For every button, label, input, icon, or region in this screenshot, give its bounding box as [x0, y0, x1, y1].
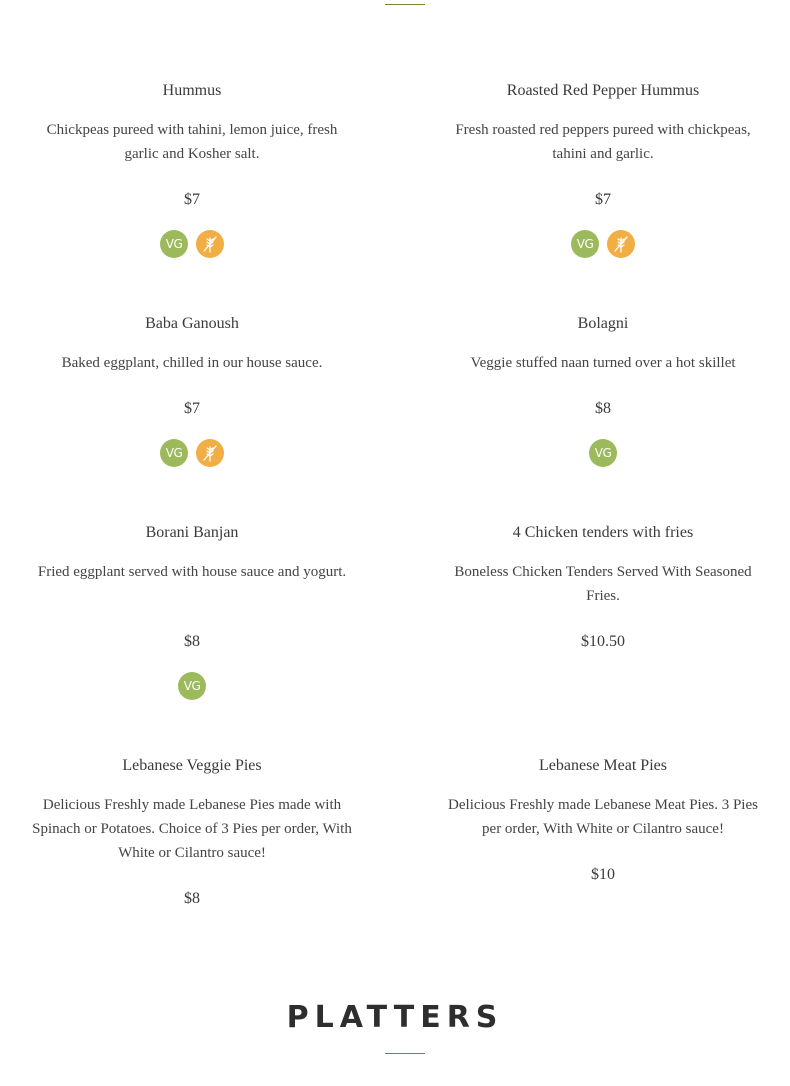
menu-item [443, 756, 763, 916]
dietary-icons [32, 439, 352, 467]
menu-item [32, 314, 352, 474]
item-name: Roasted Red Pepper Hummus [506, 82, 700, 99]
section-title-platters: PLATTERS [286, 1000, 504, 1035]
item-price: $10.50 [581, 633, 625, 650]
dietary-icons [32, 230, 352, 258]
vegan-icon: VG [589, 439, 617, 467]
item-price: $7 [184, 400, 200, 417]
item-name: Lebanese Meat Pies [539, 757, 667, 774]
item-name: Hummus [162, 82, 222, 99]
item-description: Baked eggplant, chilled in our house sauce. [61, 355, 323, 371]
gluten-free-icon [607, 230, 635, 258]
dietary-icons [443, 439, 763, 467]
item-description: Veggie stuffed naan turned over a hot skillet [470, 355, 736, 371]
gluten-free-icon [196, 230, 224, 258]
item-description: Chickpeas pureed with tahini, lemon juice, fresh garlic and Kosher salt. [46, 122, 338, 162]
item-name: Bolagni [577, 315, 629, 332]
item-description: Delicious Freshly made Lebanese Pies made with Spinach or Potatoes. Choice of 3 Pies per order, With White or Cilantro sauce! [32, 797, 352, 861]
dietary-icons [32, 672, 352, 700]
item-description: Delicious Freshly made Lebanese Meat Pies. 3 Pies per order, With White or Cilantro sauce! [448, 797, 758, 837]
item-description: Fried eggplant served with house sauce and yogurt. [37, 564, 347, 580]
menu-item [32, 523, 352, 703]
menu-item [443, 81, 763, 261]
section-divider-top [385, 4, 425, 5]
section-divider-bottom [385, 1053, 425, 1054]
dietary-icons [443, 230, 763, 258]
vegan-icon: VG [178, 672, 206, 700]
item-price: $10 [591, 866, 615, 883]
item-name: Lebanese Veggie Pies [122, 757, 262, 774]
item-name: 4 Chicken tenders with fries [512, 524, 694, 541]
item-price: $8 [595, 400, 611, 417]
menu-item [32, 756, 352, 916]
item-name: Borani Banjan [145, 524, 239, 541]
menu-item [443, 314, 763, 474]
item-description: Fresh roasted red peppers pureed with chickpeas, tahini and garlic. [455, 122, 751, 162]
item-price: $8 [184, 633, 200, 650]
vegan-icon: VG [160, 439, 188, 467]
menu-item [32, 81, 352, 261]
vegan-icon: VG [160, 230, 188, 258]
gluten-free-icon [196, 439, 224, 467]
item-description: Boneless Chicken Tenders Served With Seasoned Fries. [454, 564, 752, 604]
item-price: $8 [184, 890, 200, 907]
vegan-icon: VG [571, 230, 599, 258]
menu-item [443, 523, 763, 703]
item-price: $7 [184, 191, 200, 208]
item-price: $7 [595, 191, 611, 208]
item-name: Baba Ganoush [145, 315, 239, 332]
